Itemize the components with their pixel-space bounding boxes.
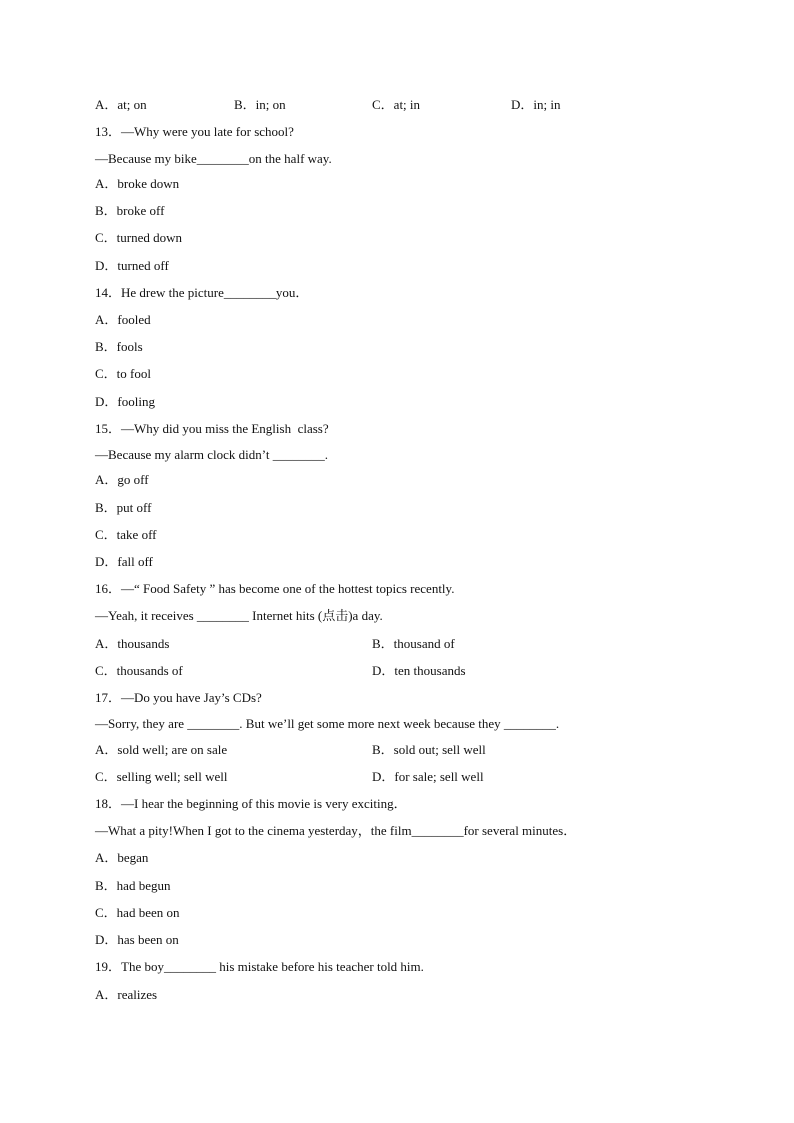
q18-option-d: D．has been on — [95, 932, 179, 947]
q17-option-d: D．for sale; sell well — [372, 769, 484, 784]
q16-option-c: C．thousands of — [95, 663, 183, 678]
q19-question: 19．The boy________ his mistake before his teacher told him. — [95, 959, 424, 974]
q16-answer-line: —Yeah, it receives ________ Internet hits (点击)a day. — [95, 608, 383, 623]
q17-answer-line: —Sorry, they are ________. But we’ll get some more next week because they ________. — [95, 716, 560, 731]
q15-option-d: D．fall off — [95, 554, 153, 569]
q14-option-a: A．fooled — [95, 312, 151, 327]
q14-option-c: C．to fool — [95, 366, 151, 381]
q15-option-a: A．go off — [95, 472, 149, 487]
q17-option-a: A．sold well; are on sale — [95, 742, 228, 757]
q12-option-c: C．at; in — [372, 97, 421, 112]
q14-question: 14．He drew the picture________you． — [95, 285, 309, 300]
q13-option-c: C．turned down — [95, 230, 183, 245]
q18-option-a: A．began — [95, 850, 149, 865]
q16-option-a: A．thousands — [95, 636, 170, 651]
q13-question: 13．—Why were you late for school? — [95, 124, 294, 139]
q17-option-c: C．selling well; sell well — [95, 769, 228, 784]
q12-option-b: B．in; on — [234, 97, 286, 112]
q15-option-b: B．put off — [95, 500, 152, 515]
q13-option-b: B．broke off — [95, 203, 165, 218]
q19-option-a: A．realizes — [95, 987, 158, 1002]
q18-option-c: C．had been on — [95, 905, 180, 920]
q17-option-b: B．sold out; sell well — [372, 742, 486, 757]
q15-question: 15．—Why did you miss the English class? — [95, 421, 329, 436]
q18-answer-line: —What a pity!When I got to the cinema yesterday，the film________for several minutes． — [95, 823, 577, 838]
q14-option-d: D．fooling — [95, 394, 155, 409]
q16-option-d: D．ten thousands — [372, 663, 466, 678]
q16-question: 16．—“ Food Safety ” has become one of the hottest topics recently. — [95, 581, 455, 596]
q14-option-b: B．fools — [95, 339, 143, 354]
q13-answer-line: —Because my bike________on the half way. — [95, 151, 332, 166]
q12-option-a: A．at; on — [95, 97, 147, 112]
q18-question: 18．—I hear the beginning of this movie is very exciting． — [95, 796, 407, 811]
q15-option-c: C．take off — [95, 527, 157, 542]
q15-answer-line: —Because my alarm clock didn’t ________. — [95, 447, 328, 462]
q17-question: 17．—Do you have Jay’s CDs? — [95, 690, 262, 705]
q18-option-b: B．had begun — [95, 878, 171, 893]
q12-option-d: D．in; in — [511, 97, 561, 112]
q16-option-b: B．thousand of — [372, 636, 455, 651]
q13-option-a: A．broke down — [95, 176, 180, 191]
q13-option-d: D．turned off — [95, 258, 169, 273]
